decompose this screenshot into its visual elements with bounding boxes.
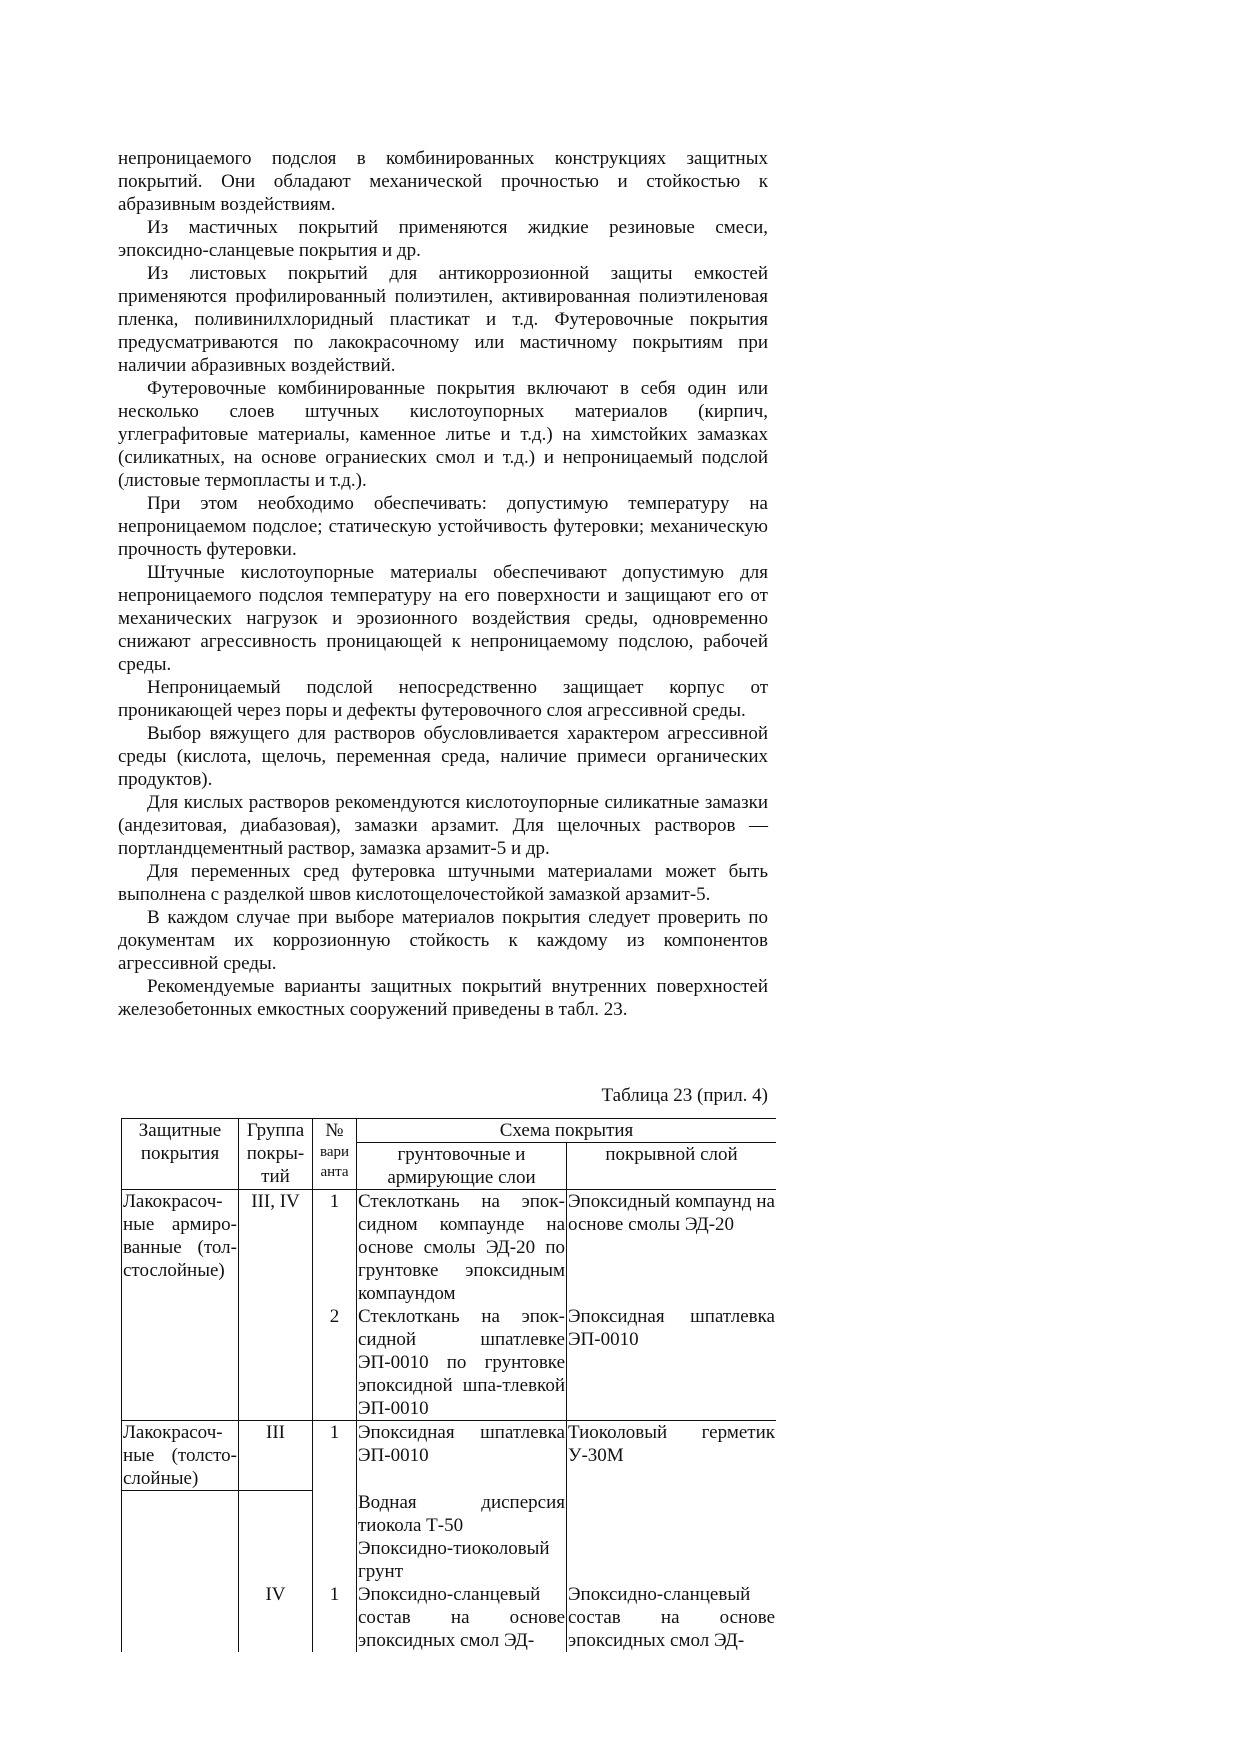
paragraph: Рекомендуемые варианты защитных покрытий внутренних поверхностей железобетонных емкостных сооружений приведены в табл. 23. (118, 976, 768, 1020)
paragraph: Футеровочные комбинированные покрытия включают в себя один или несколько слоев штучных кислотоупорных материалов (кирпич, углеграфитовые материалы, каменное литье и т.д.) на химстойких замазках (силикатных, на основе ограниеских смол и т.д.) и непроницаемый подслой (листовые термопласты и т.д.). (118, 378, 768, 491)
cell-variant: 1 (313, 1421, 357, 1491)
table-row (122, 1491, 777, 1583)
cell-variant: 1 (313, 1190, 357, 1306)
cell-variant: 2 (313, 1305, 357, 1421)
cell-group: III, IV (239, 1190, 313, 1421)
cell-primer: Эпоксидно-сланцевый состав на основе эпоксидных смол ЭД- (358, 1583, 565, 1651)
cell-group: IV (239, 1491, 313, 1652)
table-header-row (122, 1119, 777, 1143)
cell-top (567, 1491, 777, 1583)
cell-primer: Эпоксидная шпатлевка ЭП-0010 (357, 1421, 567, 1491)
cell-coating: Лакокрасоч-ные армиро-ванные (тол-стослойные) (122, 1190, 239, 1421)
paragraph: непроницаемого подслоя в комбинированных конструкциях защитных покрытий. Они обладают механической прочностью и стойкостью к абразивным воздействиям. (118, 148, 768, 215)
paragraph: Для кислых растворов рекомендуются кислотоупорные силикатные замазки (андезитовая, диабазовая), замазки арзамит. Для щелочных растворов — портландцементный раствор, замазка арзамит-5 и др. (118, 792, 768, 859)
cell-variant: 1 (313, 1583, 357, 1652)
cell-coating: Лакокрасоч-ные (толсто-слойные) (123, 1422, 237, 1489)
paragraph: При этом необходимо обеспечивать: допустимую температуру на непроницаемом подслое; статическую устойчивость футеровки; механическую прочность футеровки. (118, 493, 768, 560)
coating-table (121, 1118, 776, 1652)
table-caption: Таблица 23 (прил. 4) (601, 1085, 768, 1106)
cell-primer: Водная дисперсия тиокола Т-50 Эпоксидно-тиоколовый грунт (358, 1491, 565, 1582)
header-primer-layers: грунтовочные и армирующие слои (357, 1143, 567, 1190)
cell-primer: Стеклоткань на эпок-сидном компаунде на основе смолы ЭД-20 по грунтовке эпоксидным компаундом (358, 1191, 565, 1304)
cell-top: Эпоксидно-сланцевый состав на основе эпоксидных смол ЭД- (568, 1583, 775, 1651)
cell-coating (122, 1491, 239, 1652)
header-variant-number: № вари анта (313, 1119, 357, 1190)
cell-group: III (239, 1421, 313, 1491)
paragraph: В каждом случае при выборе материалов покрытия следует проверить по документам их коррозионную стойкость к каждому из компонентов агрессивной среды. (118, 907, 768, 974)
header-top-layer: покрывной слой (567, 1143, 777, 1190)
cell-top: Эпоксидный компаунд на основе смолы ЭД-20 (567, 1190, 777, 1306)
header-coating-scheme: Схема покрытия (357, 1119, 777, 1143)
paragraph: Штучные кислотоупорные материалы обеспечивают допустимую для непроницаемого подслоя температуру на его поверхности и защищают его от механических нагрузок и эрозионного воздействия среды, одновременно снижают агрессивность проницающей к непроницаемому подслою, рабочей среды. (118, 562, 768, 675)
coating-table-wrapper (121, 1118, 776, 1654)
paragraph: Из листовых покрытий для антикоррозионной защиты емкостей применяются профилированный полиэтилен, активированная полиэтиленовая пленка, поливинилхлоридный пластикат и т.д. Футеровочные покрытия предусматриваются по лакокрасочному или мастичному покрытиям при наличии абразивных воздействий. (118, 263, 768, 376)
cell-top: Эпоксидная шпатлевка ЭП-0010 (567, 1305, 777, 1421)
paragraph: Из мастичных покрытий применяются жидкие резиновые смеси, эпоксидно-сланцевые покрытия и др. (118, 217, 768, 261)
header-group: Группа покры- тий (239, 1119, 313, 1190)
header-coatings: Защитные покрытия (122, 1119, 239, 1190)
body-text (118, 147, 768, 1021)
table-row (122, 1190, 777, 1306)
cell-primer: Стеклоткань на эпок-сидной шпатлевке ЭП-0010 по грунтовке эпоксидной шпа-тлевкой ЭП-0010 (358, 1306, 565, 1419)
paragraph: Выбор вяжущего для растворов обусловливается характером агрессивной среды (кислота, щелочь, переменная среда, наличие примеси органических продуктов). (118, 723, 768, 790)
paragraph: Непроницаемый подслой непосредственно защищает корпус от проникающей через поры и дефекты футеровочного слоя агрессивной среды. (118, 677, 768, 721)
paragraph: Для переменных сред футеровка штучными материалами может быть выполнена с разделкой швов кислотощелочестойкой замазкой арзамит-5. (118, 861, 768, 905)
table-row (122, 1421, 777, 1491)
cell-top: Тиоколовый герметик У-30М (567, 1421, 777, 1491)
cell-variant (313, 1491, 357, 1583)
